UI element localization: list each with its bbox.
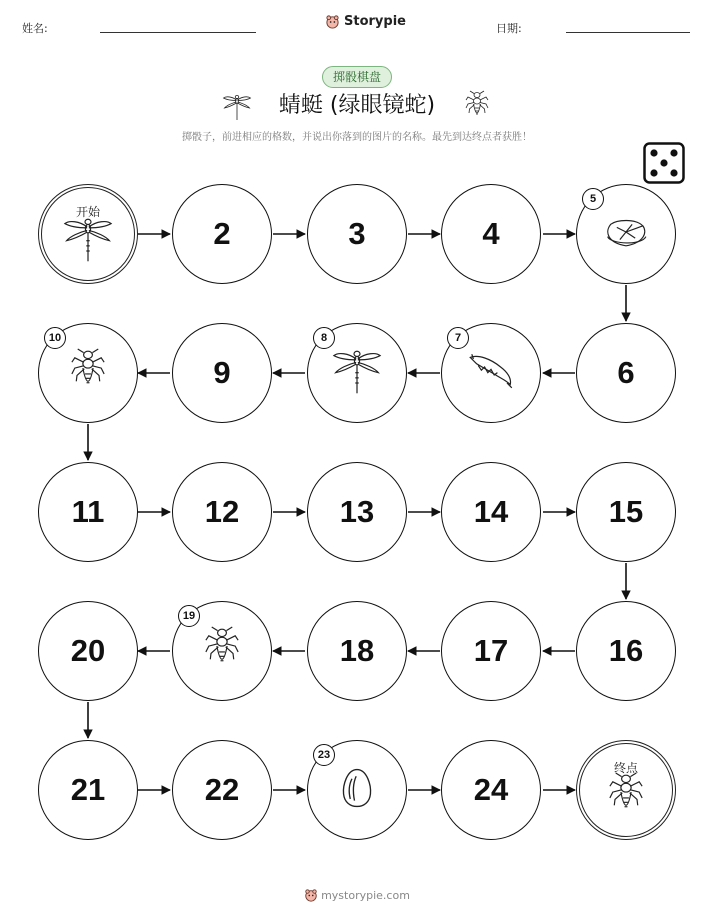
board-space-23 [307, 740, 407, 840]
nymph-icon [200, 624, 244, 678]
nymph-icon [604, 770, 648, 824]
space-number: 11 [71, 494, 105, 529]
space-number: 13 [339, 494, 375, 529]
board-space-7 [441, 323, 541, 423]
game-type-badge: 掷骰棋盘 [322, 66, 392, 88]
board-space-13 [307, 462, 407, 562]
dragonfly-icon [62, 215, 114, 267]
space-number: 16 [608, 633, 644, 668]
nymph-icon [66, 346, 110, 400]
board-space-18 [307, 601, 407, 701]
space-number: 4 [482, 216, 500, 251]
space-number: 20 [70, 633, 106, 668]
nymph-jaw-icon [467, 351, 515, 395]
date-label: 日期: [496, 22, 522, 35]
name-label: 姓名: [22, 22, 48, 35]
space-number: 6 [617, 355, 635, 390]
board-space-9 [172, 323, 272, 423]
finish-space [576, 740, 676, 840]
space-number-badge: 10 [44, 327, 66, 349]
space-number-badge: 8 [313, 327, 335, 349]
space-number: 22 [204, 772, 240, 807]
board-space-2 [172, 184, 272, 284]
board-space-3 [307, 184, 407, 284]
space-number-badge: 19 [178, 605, 200, 627]
storypie-mascot-icon [304, 888, 318, 902]
instructions: 掷骰子，前进相应的格数，并说出你落到的图片的名称。最先到达终点者获胜！ [182, 132, 532, 143]
footer [0, 888, 714, 902]
board-space-21 [38, 740, 138, 840]
space-number-badge: 7 [447, 327, 469, 349]
board-space-16 [576, 601, 676, 701]
space-number: 18 [339, 633, 375, 668]
space-number: 21 [70, 772, 106, 807]
board-space-11 [38, 462, 138, 562]
space-number: 12 [204, 494, 240, 529]
board-space-4 [441, 184, 541, 284]
board-space-14 [441, 462, 541, 562]
board-space-12 [172, 462, 272, 562]
space-number-badge: 5 [582, 188, 604, 210]
footer-url[interactable]: mystorypie.com [321, 889, 410, 902]
finish-label: 终点 [613, 761, 638, 775]
page-title: 蜻蜓 (绿眼镜蛇) [278, 93, 436, 118]
egg-icon [340, 767, 374, 813]
space-number: 9 [213, 355, 231, 390]
space-number: 15 [608, 494, 644, 529]
space-number: 14 [473, 494, 509, 529]
dragonfly-icon [331, 347, 383, 399]
space-number: 17 [473, 633, 509, 668]
space-number: 3 [348, 216, 366, 251]
brand-name: Storypie [344, 14, 406, 29]
start-label: 开始 [75, 205, 100, 219]
board-space-5 [576, 184, 676, 284]
board-space-15 [576, 462, 676, 562]
space-number: 2 [213, 216, 231, 251]
board-space-8 [307, 323, 407, 423]
space-number-badge: 23 [313, 744, 335, 766]
board-space-17 [441, 601, 541, 701]
board-space-20 [38, 601, 138, 701]
lily-pad-icon [603, 215, 649, 253]
board-space-6 [576, 323, 676, 423]
board-space-19 [172, 601, 272, 701]
board-space-24 [441, 740, 541, 840]
board-space-10 [38, 323, 138, 423]
board-space-22 [172, 740, 272, 840]
space-number: 24 [473, 772, 509, 807]
start-space [38, 184, 138, 284]
